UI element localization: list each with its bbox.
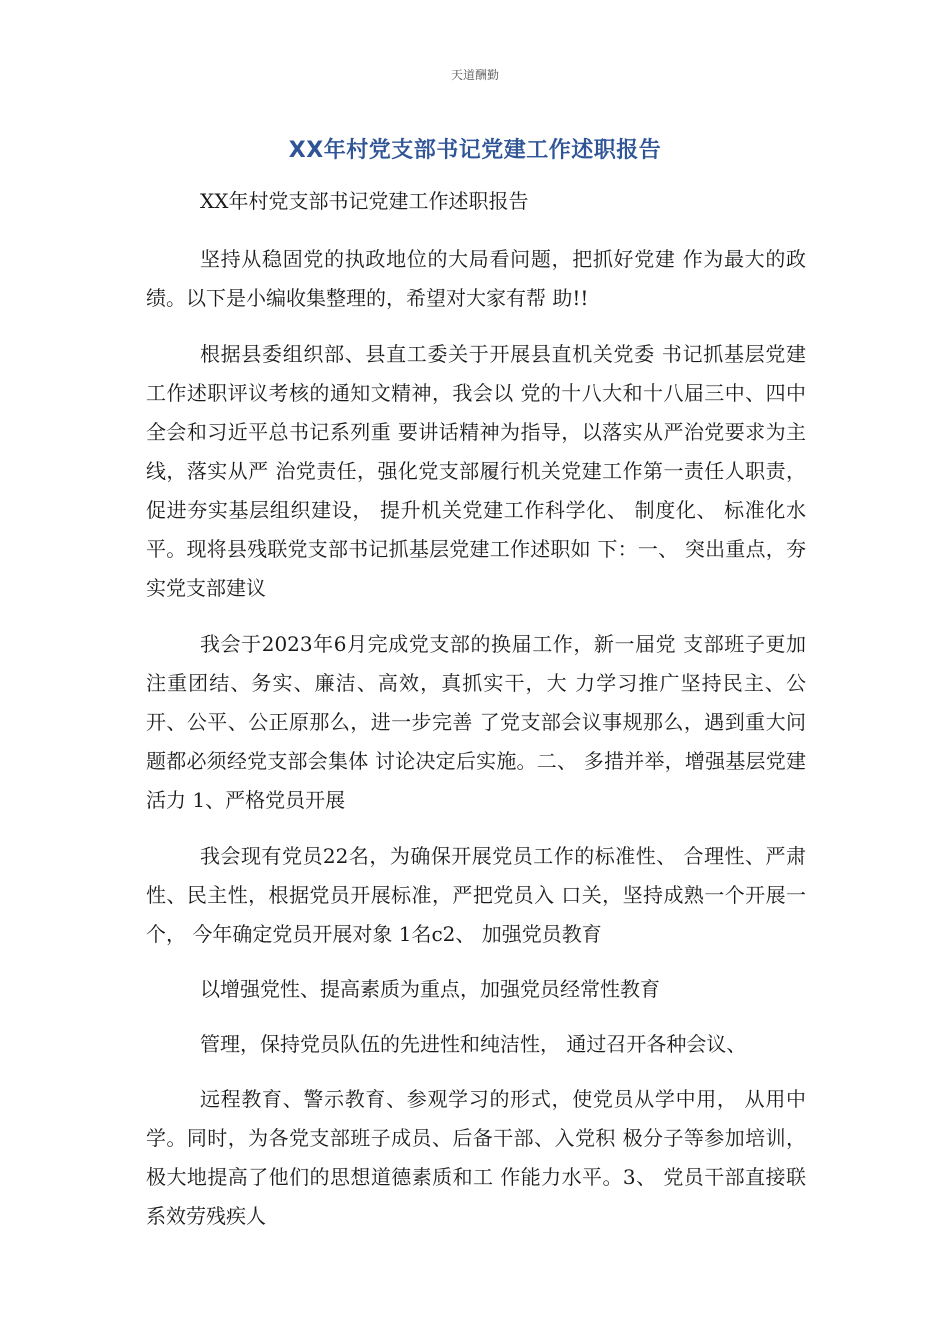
page-header: 天道酬勤 [450, 68, 499, 82]
paragraph-training: 远程教育、警示教育、参观学习的形式，使党员从学中用， 从用中学。同时，为各党支部班子成员、后备干部、入党积 极分子等参加培训，极大地提高了他们的思想道德素质和工 作能力水平。3、 党员干部直接联系效劳残疾人 [146, 1087, 806, 1228]
paragraph-subtitle: XX年村党支部书记党建工作述职报告 [200, 189, 529, 213]
paragraph-education: 以增强党性、提高素质为重点，加强党员经常性教育 [200, 977, 660, 1001]
document-title: XX年村党支部书记党建工作述职报告 [288, 138, 662, 163]
paragraph-background: 根据县委组织部、县直工委关于开展县直机关党委 书记抓基层党建工作述职评议考核的通知文精神，我会以 党的十八大和十八届三中、四中全会和习近平总书记系列重 要讲话精神为指导，以落实从严治党要求为主线，落实从严 治党责任，强化党支部履行机关党建工作第一责任人职责， 促进夯实基层组织建设， 提升机关党建工作科学化、 制度化、 标准化水平。现将县残联党支部书记抓基层党建工作述职如 下：一、 突出重点，夯实党支部建议 [146, 342, 813, 600]
paragraph-management: 管理，保持党员队伍的先进性和纯洁性， 通过召开各种会议、 [200, 1032, 747, 1056]
paragraph-intro: 坚持从稳固党的执政地位的大局看问题，把抓好党建 作为最大的政绩。以下是小编收集整理的，希望对大家有帮 助!! [146, 247, 806, 310]
paragraph-members: 我会现有党员22名，为确保开展党员工作的标准性、 合理性、严肃性、民主性，根据党员开展标准，严把党员入 口关，坚持成熟一个开展一个， 今年确定党员开展对象 1名c2、 加强党员教育 [146, 844, 806, 946]
paragraph-election: 我会于2023年6月完成党支部的换届工作，新一届党 支部班子更加注重团结、务实、廉洁、高效，真抓实干，大 力学习推广坚持民主、公开、公平、公正原那么，进一步完善 了党支部会议事规那么，遇到重大问题都必须经党支部会集体 讨论决定后实施。二、 多措并举，增强基层党建活力 1、严格党员开展 [146, 632, 806, 812]
document-body [146, 182, 813, 1252]
